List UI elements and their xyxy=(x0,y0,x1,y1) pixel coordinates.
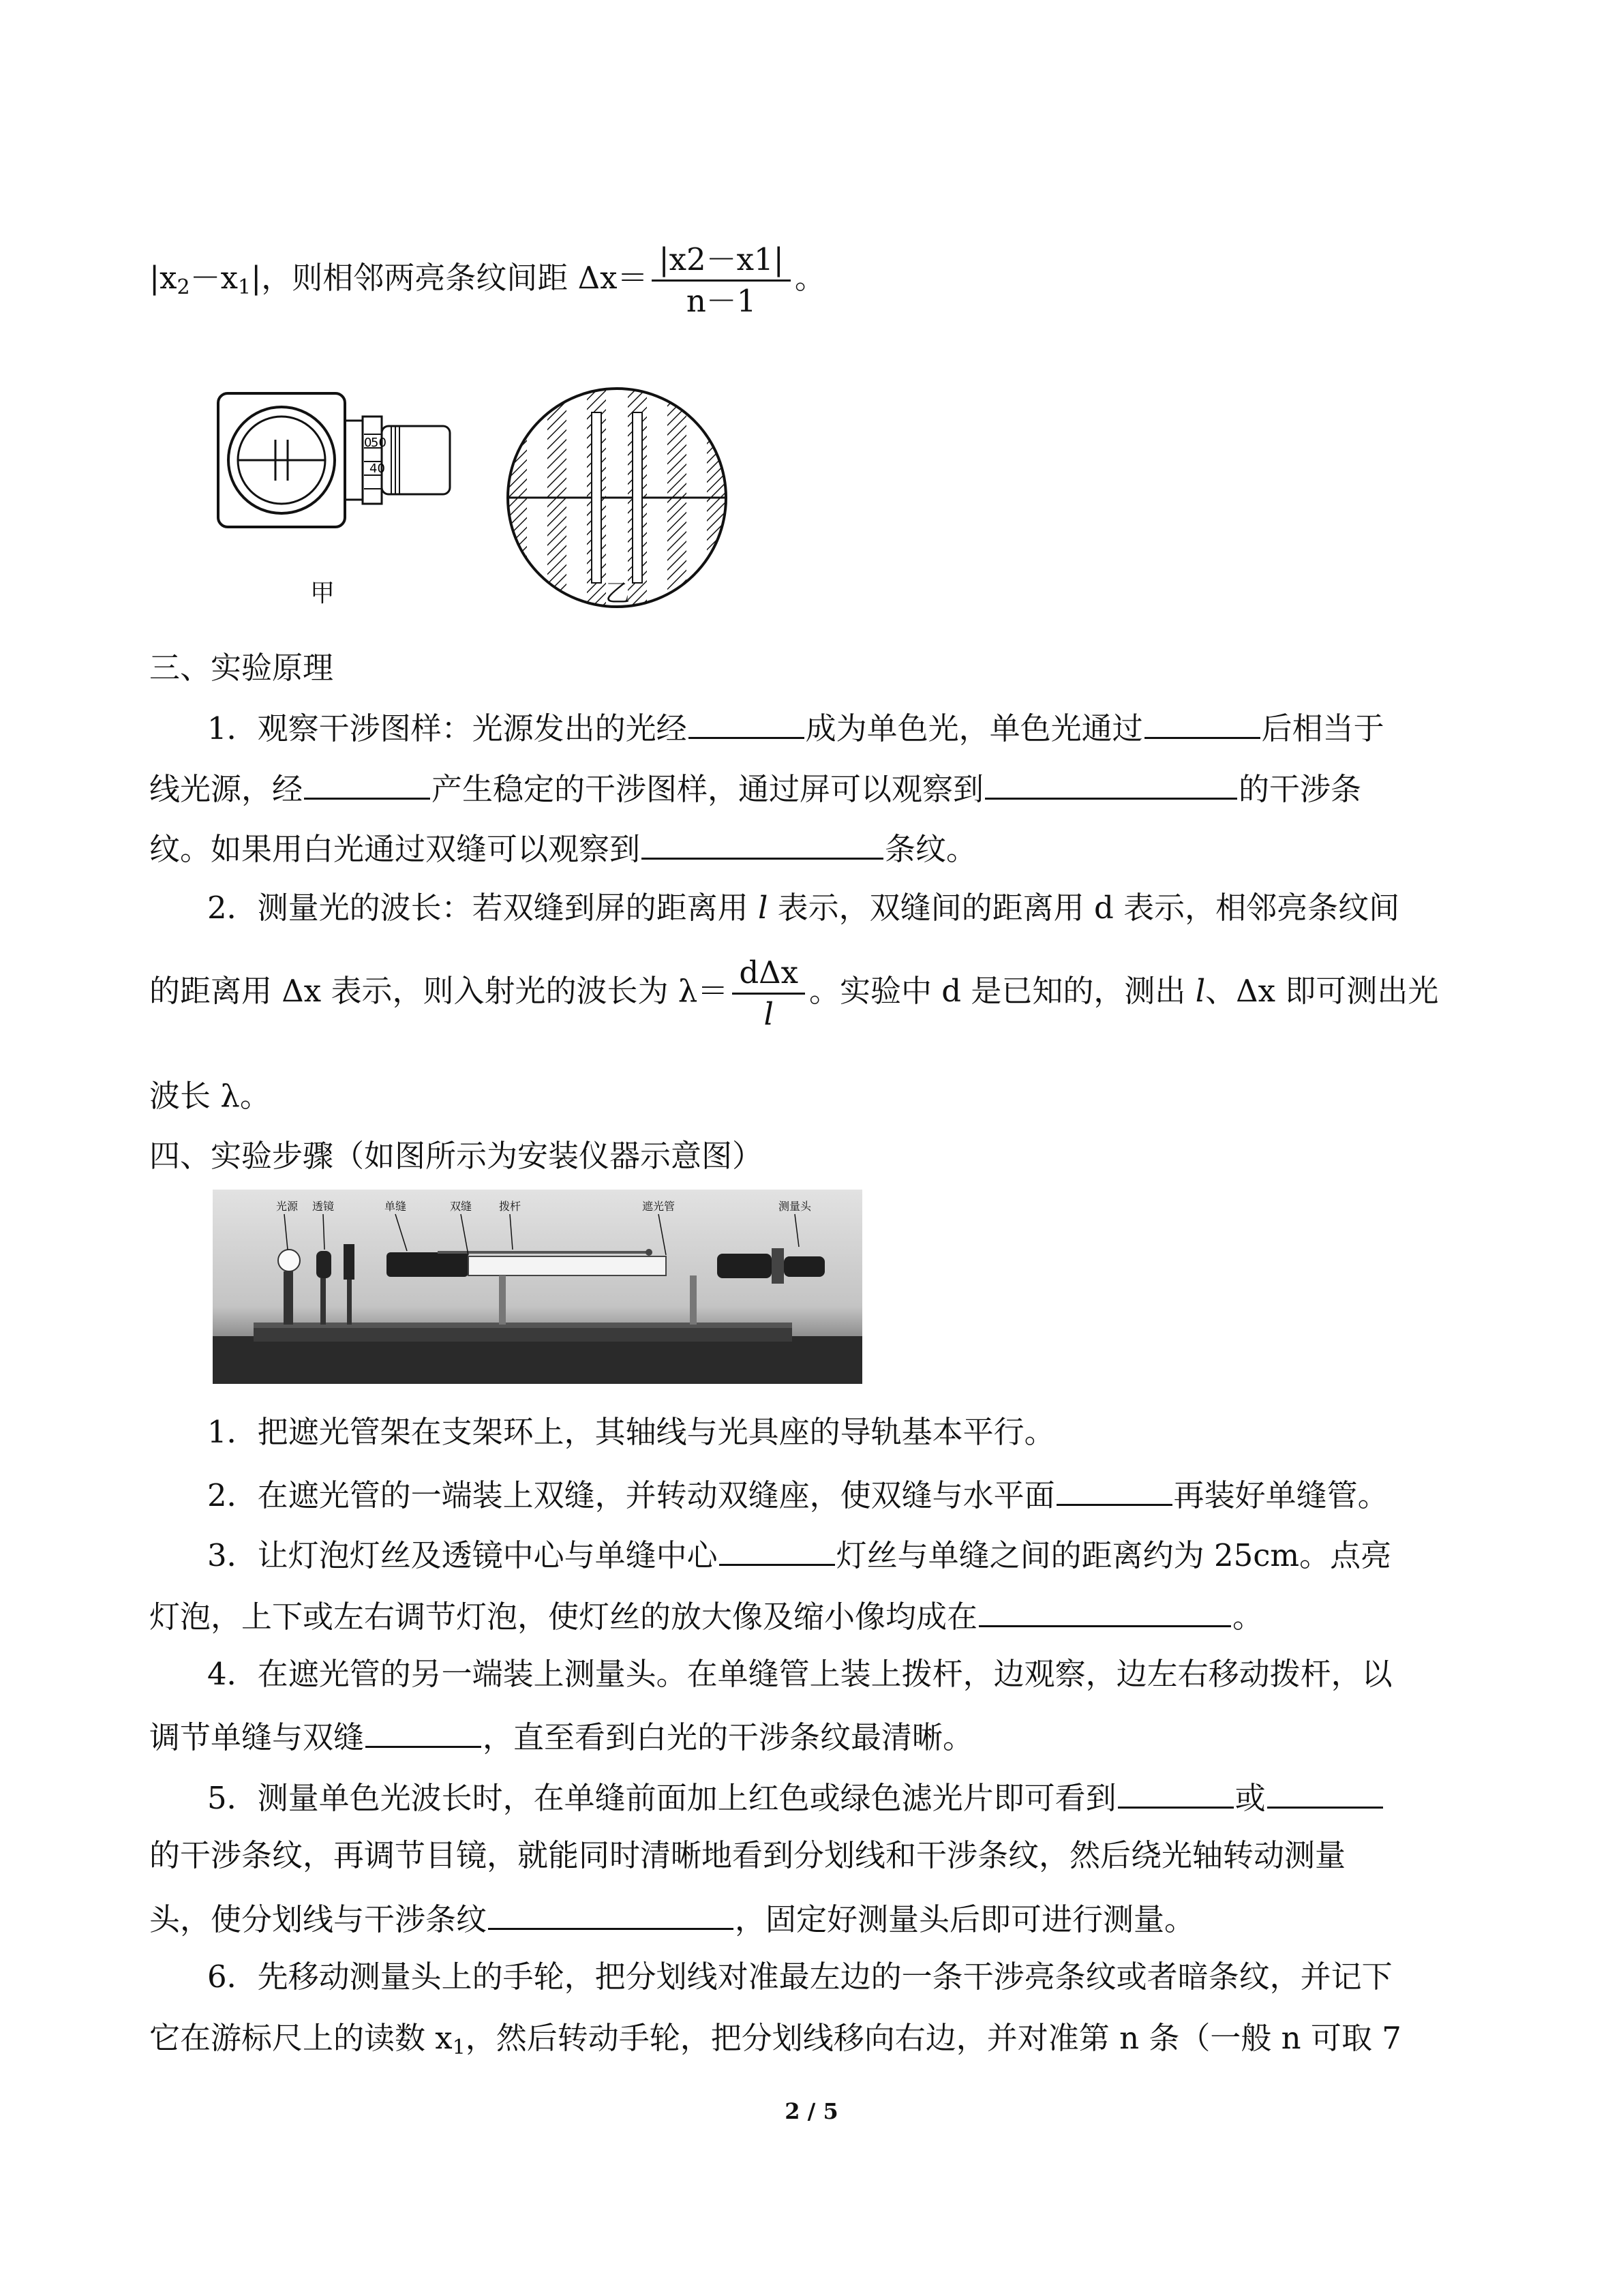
answer-blank xyxy=(304,766,430,800)
step-4-line1: 4．在遮光管的另一端装上测量头。在单缝管上装上拨杆，边观察，边左右移动拨杆，以 xyxy=(207,1656,1393,1692)
page-number: 2 / 5 xyxy=(785,2098,838,2124)
answer-blank xyxy=(1057,1472,1172,1506)
apparatus-label: 拨杆 xyxy=(499,1200,521,1213)
scale-label: 0 xyxy=(364,436,372,450)
principle-2-line3: 波长 λ。 xyxy=(149,1078,271,1114)
apparatus-label: 测量头 xyxy=(778,1200,812,1213)
answer-blank xyxy=(1267,1775,1383,1809)
apparatus-label: 透镜 xyxy=(312,1200,335,1213)
step-2: 2．在遮光管的一端装上双缝，并转动双缝座，使双缝与水平面 再装好单缝管。 xyxy=(207,1472,1389,1516)
section4-heading: 四、实验步骤（如图所示为安装仪器示意图） xyxy=(149,1138,763,1174)
step-6-line1: 6．先移动测量头上的手轮，把分划线对准最左边的一条干涉亮条纹或者暗条纹，并记下 xyxy=(207,1959,1393,1995)
apparatus-label: 遮光管 xyxy=(642,1200,676,1213)
step-1: 1．把遮光管架在支架环上，其轴线与光具座的导轨基本平行。 xyxy=(207,1414,1055,1450)
wavelength-fraction: $\frac{\text{dΔx}}{l}$ xyxy=(732,953,805,1034)
principle-1-line3: 纹。如果用白光通过双缝可以观察到 条纹。 xyxy=(149,826,977,870)
answer-blank xyxy=(641,826,883,860)
step-5-line1: 5．测量单色光波长时，在单缝前面加上红色或绿色滤光片即可看到 或 xyxy=(207,1775,1384,1819)
figure-caption-right: 乙 xyxy=(605,579,631,607)
step-6-line2: 它在游标尺上的读数 $x_1$，然后转动手轮，把分划线移向右边，并对准第 n 条（一般 n 可取 7 xyxy=(149,2020,1401,2059)
apparatus-label: 双缝 xyxy=(450,1200,472,1213)
top-formula-line: $|x_2-x_1|$，则相邻两亮条纹间距 Δx＝ $\frac{|x2-x1|}{n-1}$ 。 xyxy=(149,240,825,321)
principle-2-line1: 2．测量光的波长：若双缝到屏的距离用 l 表示，双缝间的距离用 d 表示，相邻亮条纹间 xyxy=(207,890,1400,926)
step-5-line2: 的干涉条纹，再调节目镜，就能同时清晰地看到分划线和干涉条纹，然后绕光轴转动测量 xyxy=(149,1837,1346,1873)
principle-1-line2: 线光源，经 产生稳定的干涉图样，通过屏可以观察到 的干涉条 xyxy=(149,766,1361,810)
measuring-head-figure xyxy=(217,392,452,528)
step-5-line3: 头，使分划线与干涉条纹 ，固定好测量头后即可进行测量。 xyxy=(149,1897,1195,1940)
scale-label: 50 xyxy=(371,436,386,450)
step-3-line1: 3．让灯泡灯丝及透镜中心与单缝中心 灯丝与单缝之间的距离约为 25cm。点亮 xyxy=(207,1532,1391,1576)
answer-blank xyxy=(1144,706,1260,739)
answer-blank xyxy=(365,1715,481,1748)
apparatus-label: 单缝 xyxy=(384,1200,407,1213)
answer-blank xyxy=(1118,1775,1234,1809)
section3-heading: 三、实验原理 xyxy=(149,650,334,686)
answer-blank xyxy=(719,1532,835,1566)
step-3-line2: 灯泡，上下或左右调节灯泡，使灯丝的放大像及缩小像均成在 。 xyxy=(149,1594,1263,1637)
figure-caption-left: 甲 xyxy=(310,579,335,607)
answer-blank xyxy=(488,1897,733,1930)
principle-2-line2: 的距离用 Δx 表示，则入射光的波长为 λ＝ $\frac{\text{dΔx}}{l}$ 。实验中 d 是已知的，测出 l、Δx 即可测出光 xyxy=(149,953,1438,1034)
answer-blank xyxy=(979,1594,1231,1627)
answer-blank xyxy=(688,706,804,739)
apparatus-label: 光源 xyxy=(276,1200,299,1213)
formula-text: |x xyxy=(149,260,177,296)
scale-label: 40 xyxy=(369,462,385,476)
principle-1-line1: 1．观察干涉图样：光源发出的光经 成为单色光，单色光通过 后相当于 xyxy=(207,706,1384,749)
step-4-line2: 调节单缝与双缝 ，直至看到白光的干涉条纹最清晰。 xyxy=(149,1715,973,1758)
apparatus-photo xyxy=(213,1190,862,1384)
answer-blank xyxy=(985,766,1237,800)
fringe-spacing-fraction: $\frac{|x2-x1|}{n-1}$ xyxy=(652,240,790,321)
